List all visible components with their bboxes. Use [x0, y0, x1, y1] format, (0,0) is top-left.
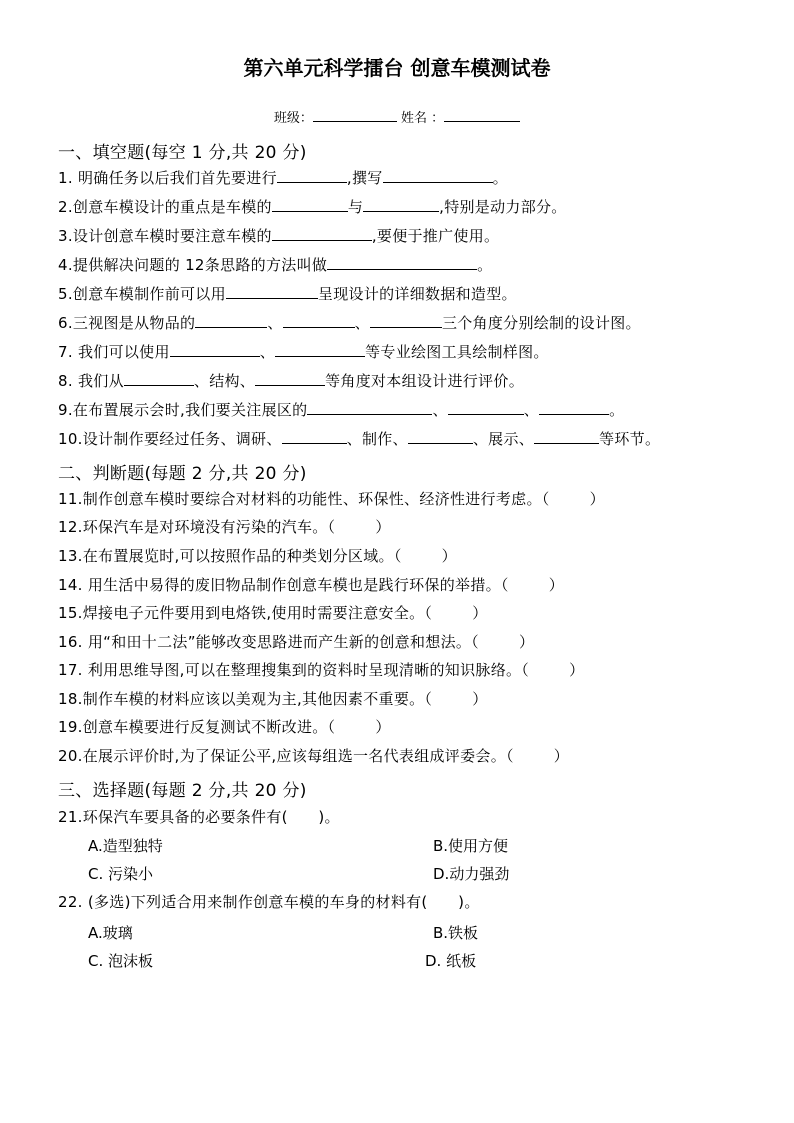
option-22-d[interactable]: D. 纸板 — [425, 952, 477, 970]
question-9: 9.在布置展示会时,我们要关注展区的 、 、 。 — [58, 401, 625, 419]
answer-blank[interactable] — [363, 197, 439, 212]
answer-blank[interactable] — [272, 226, 372, 241]
answer-blank[interactable] — [272, 197, 348, 212]
question-14: 14. 用生活中易得的废旧物品制作创意车模也是践行环保的举措。（ ） — [58, 576, 565, 594]
question-3: 3.设计创意车模时要注意车模的 ,要便于推广使用。 — [58, 227, 500, 245]
student-info — [0, 107, 794, 126]
section-choice-heading: 三、选择题(每题 2 分,共 20 分) — [58, 781, 307, 801]
question-5: 5.创意车模制作前可以用 呈现设计的详细数据和造型。 — [58, 285, 517, 303]
name-label: 姓名 ： — [401, 111, 445, 126]
option-22-b[interactable]: B.铁板 — [433, 924, 479, 942]
question-13: 13.在布置展览时,可以按照作品的种类划分区域。（ ） — [58, 547, 457, 565]
answer-blank[interactable] — [539, 400, 609, 415]
answer-blank[interactable] — [370, 313, 442, 328]
question-2: 2.创意车模设计的重点是车模的 与 ,特别是动力部分。 — [58, 198, 567, 216]
question-16: 16. 用“和田十二法”能够改变思路进而产生新的创意和想法。（ ） — [58, 633, 535, 651]
answer-blank[interactable] — [282, 429, 347, 444]
class-field[interactable] — [313, 107, 397, 122]
option-21-d[interactable]: D.动力强劲 — [433, 865, 510, 883]
name-field[interactable] — [444, 107, 520, 122]
answer-blank[interactable] — [307, 400, 432, 415]
question-20: 20.在展示评价时,为了保证公平,应该每组选一名代表组成评委会。（ ） — [58, 747, 570, 765]
question-21: 21.环保汽车要具备的必要条件有( )。 — [58, 808, 340, 826]
answer-blank[interactable] — [448, 400, 524, 415]
question-6: 6.三视图是从物品的 、 、 三个角度分别绘制的设计图。 — [58, 314, 641, 332]
answer-blank[interactable] — [277, 168, 347, 183]
question-15: 15.焊接电子元件要用到电烙铁,使用时需要注意安全。（ ） — [58, 604, 488, 622]
option-21-b[interactable]: B.使用方便 — [433, 837, 509, 855]
answer-blank[interactable] — [226, 284, 318, 299]
question-7: 7. 我们可以使用 、 等专业绘图工具绘制样图。 — [58, 343, 549, 361]
answer-blank[interactable] — [327, 255, 477, 270]
answer-blank[interactable] — [383, 168, 493, 183]
question-10: 10.设计制作要经过任务、调研、 、制作、 、展示、 等环节。 — [58, 430, 661, 448]
answer-blank[interactable] — [255, 371, 325, 386]
option-22-a[interactable]: A.玻璃 — [88, 924, 133, 942]
option-22-c[interactable]: C. 泡沫板 — [88, 952, 154, 970]
question-8: 8. 我们从 、结构、 等角度对本组设计进行评价。 — [58, 372, 524, 390]
option-21-a[interactable]: A.造型独特 — [88, 837, 163, 855]
page-title: 第六单元科学擂台 创意车模测试卷 — [243, 56, 551, 80]
answer-blank[interactable] — [283, 313, 355, 328]
question-1: 1. 明确任务以后我们首先要进行 ,撰写 。 — [58, 169, 508, 187]
question-17: 17. 利用思维导图,可以在整理搜集到的资料时呈现清晰的知识脉络。（ ） — [58, 661, 585, 679]
question-19: 19.创意车模要进行反复测试不断改进。（ ） — [58, 718, 391, 736]
answer-blank[interactable] — [170, 342, 260, 357]
answer-blank[interactable] — [124, 371, 194, 386]
question-12: 12.环保汽车是对环境没有污染的汽车。（ ） — [58, 518, 391, 536]
question-4: 4.提供解决问题的 12条思路的方法叫做 。 — [58, 256, 493, 274]
question-11: 11.制作创意车模时要综合对材料的功能性、环保性、经济性进行考虑。（ ） — [58, 490, 605, 508]
section-fill-heading: 一、填空题(每空 1 分,共 20 分) — [58, 143, 307, 163]
answer-blank[interactable] — [275, 342, 365, 357]
question-18: 18.制作车模的材料应该以美观为主,其他因素不重要。（ ） — [58, 690, 488, 708]
answer-blank[interactable] — [534, 429, 599, 444]
option-21-c[interactable]: C. 污染小 — [88, 865, 154, 883]
class-label: 班级： — [273, 111, 313, 126]
answer-blank[interactable] — [408, 429, 473, 444]
answer-blank[interactable] — [195, 313, 267, 328]
section-judge-heading: 二、判断题(每题 2 分,共 20 分) — [58, 464, 307, 484]
question-22: 22. (多选)下列适合用来制作创意车模的车身的材料有( )。 — [58, 893, 480, 911]
